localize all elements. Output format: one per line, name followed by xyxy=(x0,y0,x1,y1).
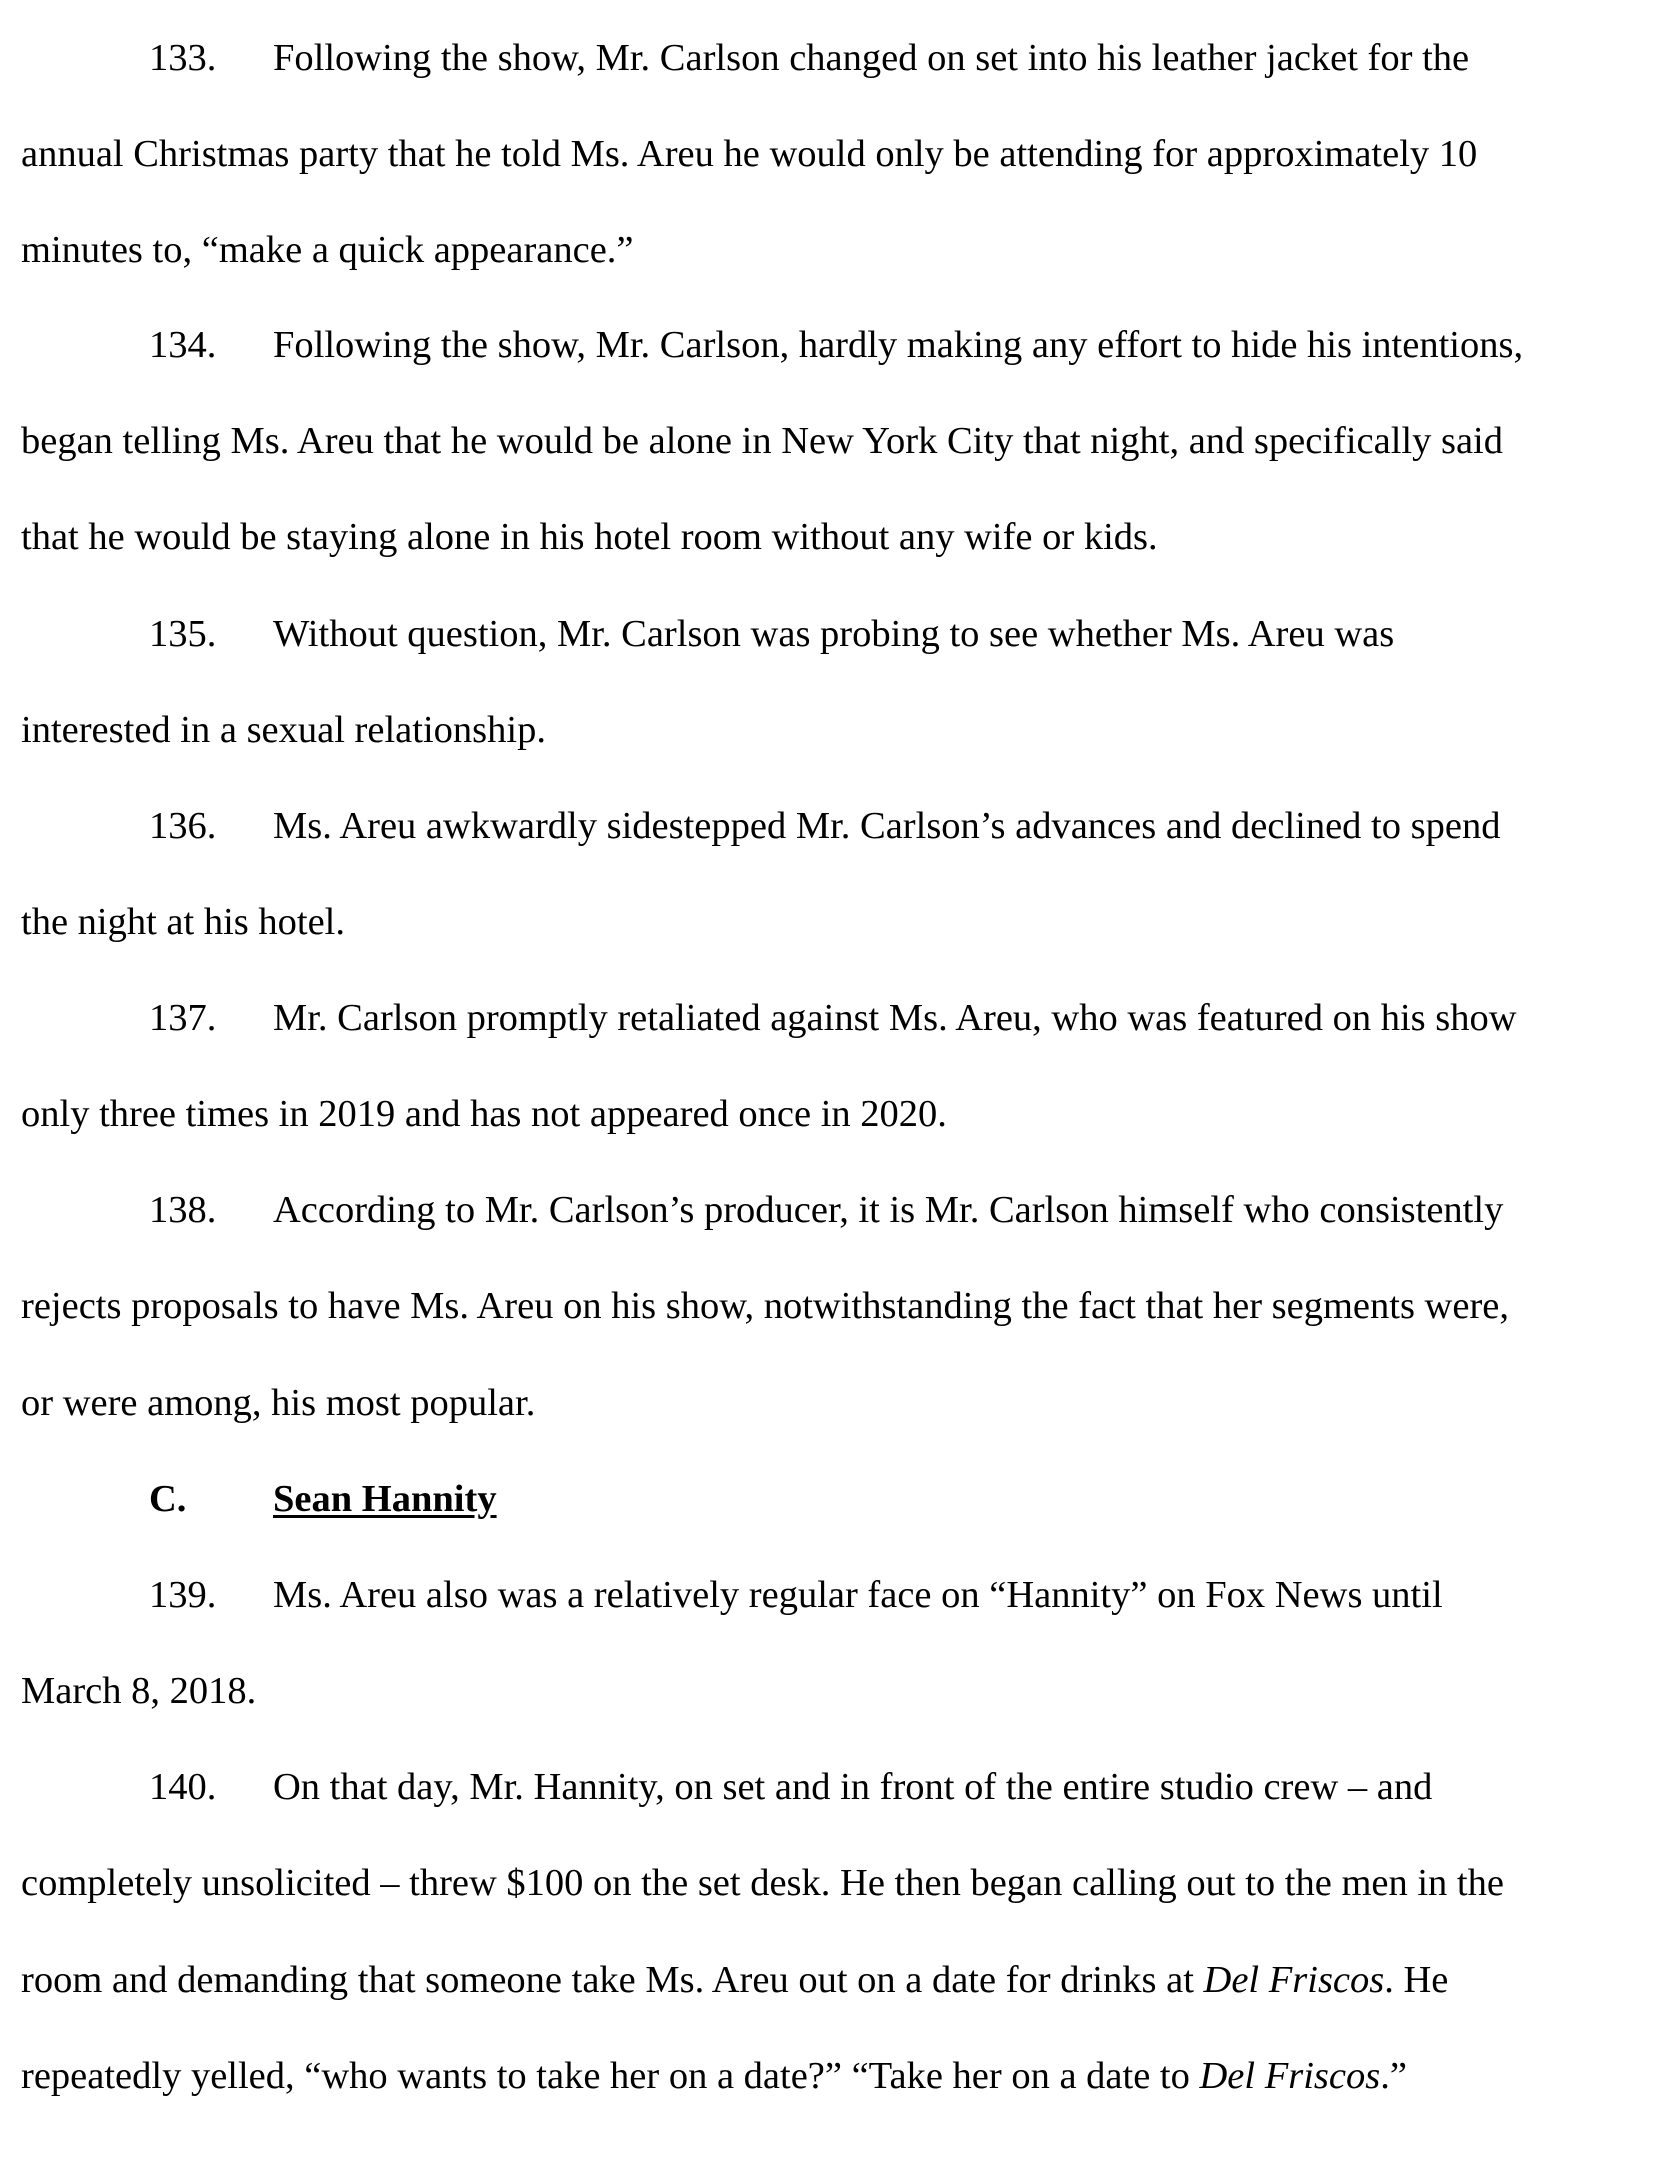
paragraph-text: According to Mr. Carlson’s producer, it is Mr. Carlson himself who consistently xyxy=(273,1189,1504,1231)
paragraph-number: 138. xyxy=(149,1189,217,1231)
paragraph-text: Ms. Areu awkwardly sidestepped Mr. Carlson’s advances and declined to spend xyxy=(273,805,1501,847)
section-heading xyxy=(149,1476,497,1522)
paragraph-text: Without question, Mr. Carlson was probing to see whether Ms. Areu was xyxy=(273,613,1395,655)
section-letter: C. xyxy=(149,1478,187,1520)
paragraph-136-line-2: the night at his hotel. xyxy=(21,901,345,943)
paragraph-140-line-3 xyxy=(21,1957,1448,2003)
paragraph-text: Following the show, Mr. Carlson, hardly making any effort to hide his intentions, xyxy=(273,324,1524,366)
section-title: Sean Hannity xyxy=(273,1478,497,1520)
italic-restaurant-name: Del Friscos xyxy=(1199,2055,1381,2097)
italic-restaurant-name: Del Friscos xyxy=(1203,1959,1385,2001)
paragraph-text: Ms. Areu also was a relatively regular face on “Hannity” on Fox News until xyxy=(273,1574,1443,1616)
paragraph-134-line-1 xyxy=(149,322,1523,368)
paragraph-134-line-3: that he would be staying alone in his hotel room without any wife or kids. xyxy=(21,516,1158,558)
paragraph-135-line-2: interested in a sexual relationship. xyxy=(21,709,546,751)
paragraph-133-line-2: annual Christmas party that he told Ms. Areu he would only be attending for approximately 10 xyxy=(21,133,1478,175)
paragraph-133-line-3: minutes to, “make a quick appearance.” xyxy=(21,229,634,271)
paragraph-137-line-1 xyxy=(149,995,1517,1041)
paragraph-134-line-2: began telling Ms. Areu that he would be alone in New York City that night, and specifically said xyxy=(21,420,1503,462)
paragraph-137-line-2: only three times in 2019 and has not appeared once in 2020. xyxy=(21,1093,947,1135)
text-segment: . He xyxy=(1384,1959,1449,2001)
paragraph-138-line-2: rejects proposals to have Ms. Areu on his show, notwithstanding the fact that her segments were, xyxy=(21,1285,1509,1327)
paragraph-text: Mr. Carlson promptly retaliated against Ms. Areu, who was featured on his show xyxy=(273,997,1517,1039)
paragraph-number: 137. xyxy=(149,997,217,1039)
paragraph-138-line-3: or were among, his most popular. xyxy=(21,1382,536,1424)
paragraph-number: 136. xyxy=(149,805,217,847)
paragraph-number: 135. xyxy=(149,613,217,655)
paragraph-number: 133. xyxy=(149,37,217,79)
text-segment: room and demanding that someone take Ms. Areu out on a date for drinks at xyxy=(21,1959,1204,2001)
paragraph-136-line-1 xyxy=(149,803,1500,849)
paragraph-number: 140. xyxy=(149,1766,217,1808)
paragraph-text: On that day, Mr. Hannity, on set and in front of the entire studio crew – and xyxy=(273,1766,1433,1808)
paragraph-139-line-1 xyxy=(149,1572,1443,1618)
paragraph-133-line-1 xyxy=(149,35,1469,81)
paragraph-number: 134. xyxy=(149,324,217,366)
text-segment: .” xyxy=(1380,2055,1407,2097)
paragraph-140-line-4 xyxy=(21,2053,1407,2099)
paragraph-number: 139. xyxy=(149,1574,217,1616)
paragraph-139-line-2: March 8, 2018. xyxy=(21,1670,257,1712)
paragraph-140-line-2: completely unsolicited – threw $100 on the set desk. He then began calling out to the men in the xyxy=(21,1862,1504,1904)
paragraph-140-line-1 xyxy=(149,1764,1432,1810)
text-segment: repeatedly yelled, “who wants to take her on a date?” “Take her on a date to xyxy=(21,2055,1200,2097)
paragraph-text: Following the show, Mr. Carlson changed on set into his leather jacket for the xyxy=(273,37,1470,79)
paragraph-135-line-1 xyxy=(149,611,1394,657)
paragraph-138-line-1 xyxy=(149,1187,1503,1233)
